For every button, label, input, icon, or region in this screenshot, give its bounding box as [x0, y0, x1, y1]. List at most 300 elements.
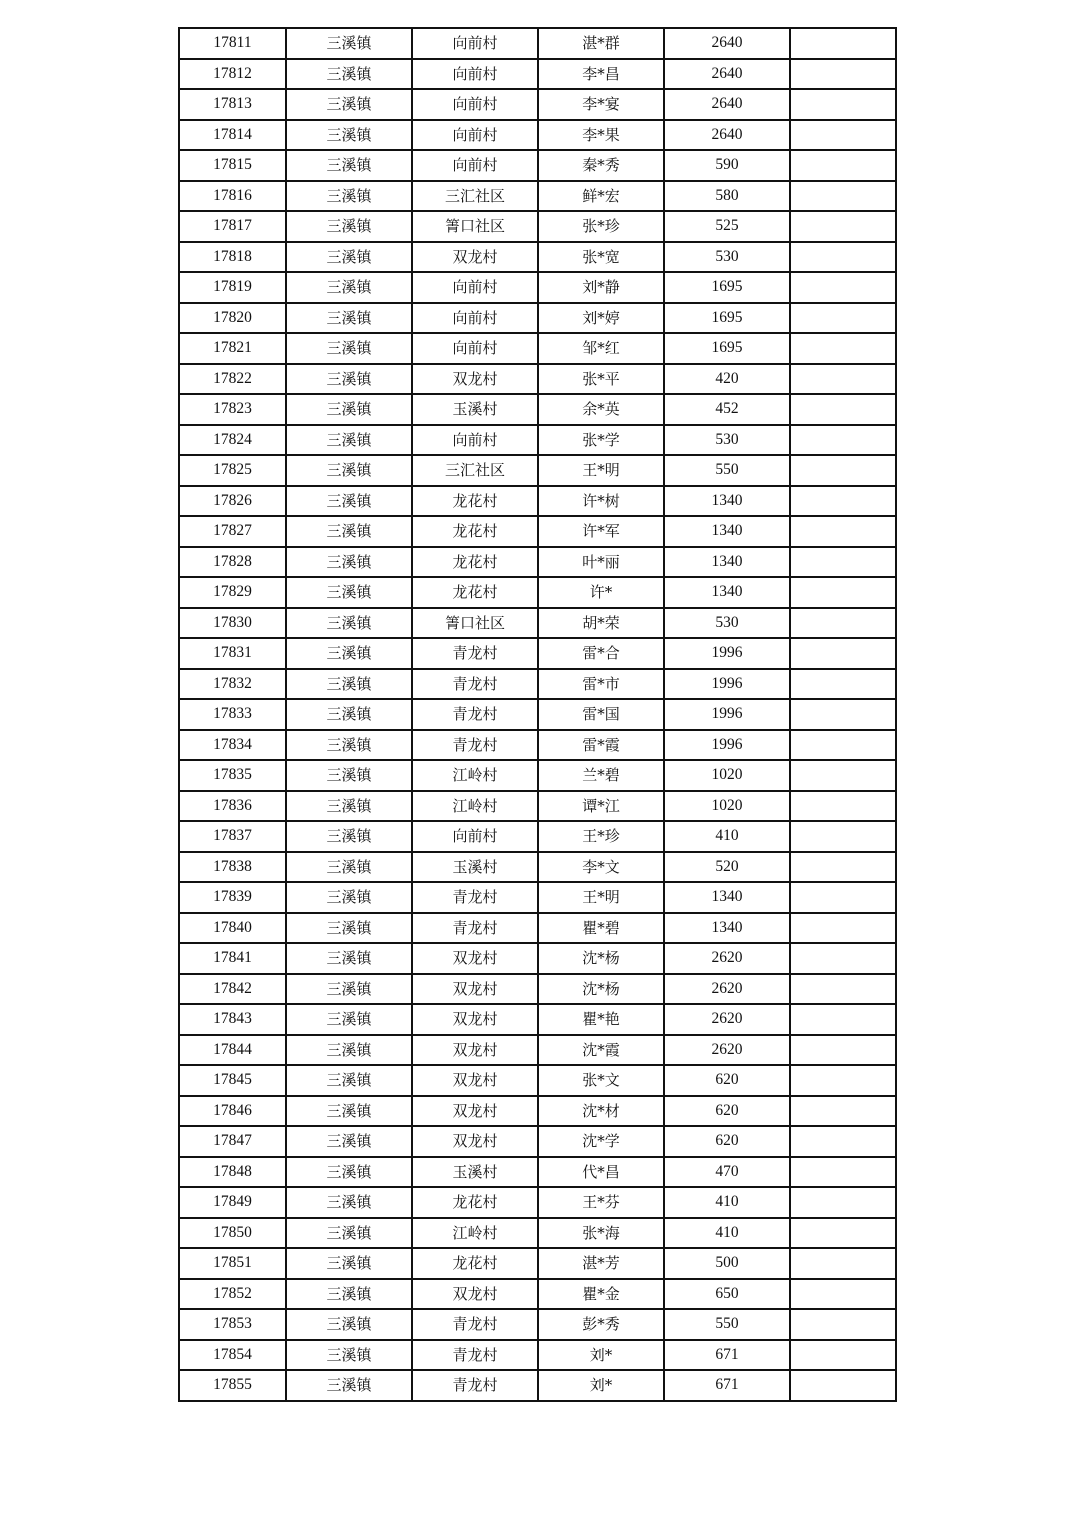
cell-name: 张*学	[538, 425, 664, 456]
cell-village: 双龙村	[412, 1279, 538, 1310]
cell-note	[790, 1248, 896, 1279]
cell-village: 青龙村	[412, 882, 538, 913]
data-table	[178, 27, 897, 1402]
table-row	[179, 486, 896, 517]
cell-note	[790, 608, 896, 639]
cell-note	[790, 699, 896, 730]
cell-id: 17827	[179, 516, 286, 547]
table-row	[179, 699, 896, 730]
cell-town: 三溪镇	[286, 303, 412, 334]
cell-id: 17813	[179, 89, 286, 120]
cell-note	[790, 1279, 896, 1310]
table-row	[179, 577, 896, 608]
cell-village: 双龙村	[412, 1035, 538, 1066]
cell-amount: 470	[664, 1157, 790, 1188]
cell-id: 17817	[179, 211, 286, 242]
table-row	[179, 669, 896, 700]
cell-name: 谭*江	[538, 791, 664, 822]
cell-town: 三溪镇	[286, 791, 412, 822]
cell-id: 17854	[179, 1340, 286, 1371]
cell-amount: 1340	[664, 547, 790, 578]
cell-town: 三溪镇	[286, 28, 412, 59]
table-row	[179, 242, 896, 273]
cell-id: 17839	[179, 882, 286, 913]
cell-village: 向前村	[412, 425, 538, 456]
cell-amount: 2620	[664, 943, 790, 974]
cell-town: 三溪镇	[286, 211, 412, 242]
table-row	[179, 638, 896, 669]
cell-amount: 620	[664, 1065, 790, 1096]
table-row	[179, 1096, 896, 1127]
table-row	[179, 1248, 896, 1279]
cell-amount: 2640	[664, 59, 790, 90]
cell-name: 许*树	[538, 486, 664, 517]
cell-id: 17833	[179, 699, 286, 730]
cell-note	[790, 852, 896, 883]
cell-town: 三溪镇	[286, 1035, 412, 1066]
cell-id: 17835	[179, 760, 286, 791]
cell-id: 17828	[179, 547, 286, 578]
cell-name: 叶*丽	[538, 547, 664, 578]
cell-name: 雷*国	[538, 699, 664, 730]
cell-town: 三溪镇	[286, 333, 412, 364]
table-row	[179, 974, 896, 1005]
cell-name: 兰*碧	[538, 760, 664, 791]
cell-amount: 530	[664, 242, 790, 273]
cell-name: 彭*秀	[538, 1309, 664, 1340]
cell-note	[790, 943, 896, 974]
cell-amount: 410	[664, 821, 790, 852]
cell-name: 秦*秀	[538, 150, 664, 181]
table-row	[179, 364, 896, 395]
cell-id: 17848	[179, 1157, 286, 1188]
cell-village: 双龙村	[412, 242, 538, 273]
cell-name: 雷*合	[538, 638, 664, 669]
cell-amount: 520	[664, 852, 790, 883]
table-row	[179, 516, 896, 547]
cell-amount: 1996	[664, 638, 790, 669]
table-row	[179, 1035, 896, 1066]
cell-note	[790, 1157, 896, 1188]
table-row	[179, 272, 896, 303]
cell-name: 李*果	[538, 120, 664, 151]
cell-id: 17831	[179, 638, 286, 669]
cell-town: 三溪镇	[286, 760, 412, 791]
cell-note	[790, 1065, 896, 1096]
cell-town: 三溪镇	[286, 1004, 412, 1035]
cell-name: 王*明	[538, 455, 664, 486]
cell-note	[790, 638, 896, 669]
cell-note	[790, 730, 896, 761]
cell-id: 17846	[179, 1096, 286, 1127]
table-row	[179, 59, 896, 90]
cell-note	[790, 1187, 896, 1218]
cell-note	[790, 760, 896, 791]
cell-amount: 2640	[664, 89, 790, 120]
cell-name: 刘*婷	[538, 303, 664, 334]
cell-village: 双龙村	[412, 1065, 538, 1096]
cell-id: 17849	[179, 1187, 286, 1218]
cell-name: 沈*学	[538, 1126, 664, 1157]
cell-town: 三溪镇	[286, 425, 412, 456]
cell-amount: 671	[664, 1370, 790, 1401]
cell-amount: 2640	[664, 120, 790, 151]
table-row	[179, 821, 896, 852]
table-body	[179, 28, 896, 1401]
cell-id: 17816	[179, 181, 286, 212]
cell-note	[790, 1004, 896, 1035]
cell-town: 三溪镇	[286, 272, 412, 303]
cell-note	[790, 181, 896, 212]
table-row	[179, 1187, 896, 1218]
cell-town: 三溪镇	[286, 821, 412, 852]
cell-id: 17844	[179, 1035, 286, 1066]
cell-amount: 620	[664, 1096, 790, 1127]
cell-note	[790, 425, 896, 456]
cell-id: 17811	[179, 28, 286, 59]
cell-name: 王*珍	[538, 821, 664, 852]
cell-village: 玉溪村	[412, 394, 538, 425]
cell-id: 17855	[179, 1370, 286, 1401]
cell-village: 双龙村	[412, 943, 538, 974]
cell-id: 17825	[179, 455, 286, 486]
cell-amount: 1996	[664, 730, 790, 761]
cell-town: 三溪镇	[286, 699, 412, 730]
cell-id: 17822	[179, 364, 286, 395]
cell-amount: 530	[664, 425, 790, 456]
cell-town: 三溪镇	[286, 181, 412, 212]
cell-note	[790, 59, 896, 90]
cell-town: 三溪镇	[286, 852, 412, 883]
cell-note	[790, 1370, 896, 1401]
cell-name: 瞿*碧	[538, 913, 664, 944]
cell-name: 沈*霞	[538, 1035, 664, 1066]
cell-id: 17837	[179, 821, 286, 852]
cell-note	[790, 211, 896, 242]
cell-name: 张*珍	[538, 211, 664, 242]
cell-village: 双龙村	[412, 974, 538, 1005]
cell-town: 三溪镇	[286, 1096, 412, 1127]
cell-note	[790, 1126, 896, 1157]
cell-town: 三溪镇	[286, 150, 412, 181]
cell-town: 三溪镇	[286, 1126, 412, 1157]
cell-village: 向前村	[412, 303, 538, 334]
cell-name: 沈*杨	[538, 974, 664, 1005]
cell-town: 三溪镇	[286, 1065, 412, 1096]
cell-village: 龙花村	[412, 1187, 538, 1218]
cell-name: 王*芬	[538, 1187, 664, 1218]
cell-id: 17832	[179, 669, 286, 700]
cell-village: 江岭村	[412, 1218, 538, 1249]
cell-amount: 590	[664, 150, 790, 181]
table-row	[179, 425, 896, 456]
cell-name: 李*宴	[538, 89, 664, 120]
cell-id: 17853	[179, 1309, 286, 1340]
cell-village: 龙花村	[412, 486, 538, 517]
cell-village: 三汇社区	[412, 455, 538, 486]
table-row	[179, 211, 896, 242]
cell-town: 三溪镇	[286, 120, 412, 151]
cell-amount: 410	[664, 1187, 790, 1218]
cell-id: 17850	[179, 1218, 286, 1249]
cell-name: 雷*霞	[538, 730, 664, 761]
cell-note	[790, 1340, 896, 1371]
cell-village: 玉溪村	[412, 852, 538, 883]
cell-village: 双龙村	[412, 1096, 538, 1127]
cell-note	[790, 272, 896, 303]
cell-note	[790, 394, 896, 425]
cell-amount: 1340	[664, 486, 790, 517]
cell-name: 邹*红	[538, 333, 664, 364]
cell-name: 李*文	[538, 852, 664, 883]
cell-name: 湛*群	[538, 28, 664, 59]
table-row	[179, 943, 896, 974]
cell-id: 17823	[179, 394, 286, 425]
cell-amount: 1020	[664, 760, 790, 791]
cell-village: 龙花村	[412, 516, 538, 547]
cell-town: 三溪镇	[286, 89, 412, 120]
cell-note	[790, 89, 896, 120]
cell-amount: 550	[664, 455, 790, 486]
table-row	[179, 1065, 896, 1096]
cell-note	[790, 821, 896, 852]
cell-village: 青龙村	[412, 1370, 538, 1401]
table-row	[179, 303, 896, 334]
cell-id: 17815	[179, 150, 286, 181]
cell-town: 三溪镇	[286, 1187, 412, 1218]
cell-amount: 1340	[664, 913, 790, 944]
cell-town: 三溪镇	[286, 1248, 412, 1279]
table-row	[179, 181, 896, 212]
cell-note	[790, 974, 896, 1005]
cell-town: 三溪镇	[286, 730, 412, 761]
table-row	[179, 455, 896, 486]
cell-name: 沈*材	[538, 1096, 664, 1127]
cell-amount: 1996	[664, 699, 790, 730]
cell-amount: 2620	[664, 1035, 790, 1066]
cell-id: 17819	[179, 272, 286, 303]
cell-id: 17830	[179, 608, 286, 639]
cell-amount: 1996	[664, 669, 790, 700]
cell-id: 17812	[179, 59, 286, 90]
cell-amount: 452	[664, 394, 790, 425]
cell-village: 向前村	[412, 120, 538, 151]
cell-village: 江岭村	[412, 791, 538, 822]
cell-town: 三溪镇	[286, 974, 412, 1005]
table-row	[179, 1370, 896, 1401]
cell-note	[790, 577, 896, 608]
cell-name: 刘*	[538, 1340, 664, 1371]
cell-town: 三溪镇	[286, 455, 412, 486]
cell-village: 向前村	[412, 821, 538, 852]
cell-note	[790, 303, 896, 334]
cell-town: 三溪镇	[286, 943, 412, 974]
cell-id: 17829	[179, 577, 286, 608]
table-row	[179, 852, 896, 883]
cell-amount: 410	[664, 1218, 790, 1249]
cell-name: 许*	[538, 577, 664, 608]
cell-town: 三溪镇	[286, 1370, 412, 1401]
cell-amount: 671	[664, 1340, 790, 1371]
cell-amount: 550	[664, 1309, 790, 1340]
table-row	[179, 1309, 896, 1340]
cell-village: 向前村	[412, 150, 538, 181]
cell-id: 17841	[179, 943, 286, 974]
cell-town: 三溪镇	[286, 547, 412, 578]
table-row	[179, 547, 896, 578]
cell-name: 王*明	[538, 882, 664, 913]
cell-note	[790, 333, 896, 364]
cell-town: 三溪镇	[286, 913, 412, 944]
cell-id: 17820	[179, 303, 286, 334]
cell-amount: 1695	[664, 333, 790, 364]
table-row	[179, 1279, 896, 1310]
cell-id: 17847	[179, 1126, 286, 1157]
cell-note	[790, 455, 896, 486]
cell-village: 箐口社区	[412, 211, 538, 242]
cell-town: 三溪镇	[286, 1157, 412, 1188]
cell-town: 三溪镇	[286, 516, 412, 547]
cell-village: 青龙村	[412, 1340, 538, 1371]
cell-village: 龙花村	[412, 547, 538, 578]
cell-town: 三溪镇	[286, 1218, 412, 1249]
cell-town: 三溪镇	[286, 486, 412, 517]
cell-name: 沈*杨	[538, 943, 664, 974]
cell-town: 三溪镇	[286, 882, 412, 913]
cell-name: 刘*静	[538, 272, 664, 303]
cell-note	[790, 120, 896, 151]
cell-note	[790, 1035, 896, 1066]
cell-village: 三汇社区	[412, 181, 538, 212]
cell-village: 双龙村	[412, 364, 538, 395]
cell-id: 17821	[179, 333, 286, 364]
cell-village: 向前村	[412, 333, 538, 364]
cell-note	[790, 791, 896, 822]
cell-village: 青龙村	[412, 638, 538, 669]
table-row	[179, 394, 896, 425]
table-row	[179, 1004, 896, 1035]
cell-village: 青龙村	[412, 669, 538, 700]
cell-town: 三溪镇	[286, 394, 412, 425]
cell-id: 17814	[179, 120, 286, 151]
cell-town: 三溪镇	[286, 59, 412, 90]
cell-note	[790, 242, 896, 273]
cell-village: 向前村	[412, 89, 538, 120]
cell-name: 许*军	[538, 516, 664, 547]
cell-id: 17842	[179, 974, 286, 1005]
cell-amount: 1340	[664, 882, 790, 913]
table-row	[179, 1218, 896, 1249]
cell-name: 张*文	[538, 1065, 664, 1096]
cell-amount: 2620	[664, 974, 790, 1005]
cell-note	[790, 516, 896, 547]
cell-id: 17838	[179, 852, 286, 883]
table-row	[179, 913, 896, 944]
cell-id: 17836	[179, 791, 286, 822]
table-row	[179, 89, 896, 120]
cell-village: 龙花村	[412, 1248, 538, 1279]
cell-name: 鲜*宏	[538, 181, 664, 212]
cell-town: 三溪镇	[286, 364, 412, 395]
table-row	[179, 730, 896, 761]
cell-village: 向前村	[412, 28, 538, 59]
cell-town: 三溪镇	[286, 242, 412, 273]
cell-note	[790, 1096, 896, 1127]
table-row	[179, 333, 896, 364]
cell-id: 17824	[179, 425, 286, 456]
cell-village: 龙花村	[412, 577, 538, 608]
cell-name: 李*昌	[538, 59, 664, 90]
cell-village: 双龙村	[412, 1004, 538, 1035]
cell-amount: 420	[664, 364, 790, 395]
cell-town: 三溪镇	[286, 638, 412, 669]
cell-name: 瞿*艳	[538, 1004, 664, 1035]
cell-town: 三溪镇	[286, 1309, 412, 1340]
cell-id: 17818	[179, 242, 286, 273]
cell-amount: 620	[664, 1126, 790, 1157]
cell-amount: 525	[664, 211, 790, 242]
cell-name: 张*平	[538, 364, 664, 395]
cell-note	[790, 669, 896, 700]
cell-note	[790, 1218, 896, 1249]
cell-name: 张*宽	[538, 242, 664, 273]
table-row	[179, 1157, 896, 1188]
cell-name: 张*海	[538, 1218, 664, 1249]
table-row	[179, 760, 896, 791]
table-row	[179, 1126, 896, 1157]
cell-village: 向前村	[412, 272, 538, 303]
cell-id: 17834	[179, 730, 286, 761]
cell-note	[790, 150, 896, 181]
cell-town: 三溪镇	[286, 577, 412, 608]
cell-amount: 580	[664, 181, 790, 212]
cell-note	[790, 1309, 896, 1340]
cell-id: 17852	[179, 1279, 286, 1310]
cell-town: 三溪镇	[286, 1340, 412, 1371]
cell-village: 青龙村	[412, 699, 538, 730]
cell-id: 17851	[179, 1248, 286, 1279]
cell-amount: 1695	[664, 303, 790, 334]
table-row	[179, 120, 896, 151]
cell-note	[790, 28, 896, 59]
cell-note	[790, 364, 896, 395]
cell-amount: 1695	[664, 272, 790, 303]
cell-amount: 1340	[664, 577, 790, 608]
cell-amount: 500	[664, 1248, 790, 1279]
cell-id: 17845	[179, 1065, 286, 1096]
cell-id: 17826	[179, 486, 286, 517]
cell-amount: 650	[664, 1279, 790, 1310]
cell-amount: 2620	[664, 1004, 790, 1035]
cell-note	[790, 913, 896, 944]
table-row	[179, 150, 896, 181]
cell-village: 青龙村	[412, 730, 538, 761]
cell-name: 瞿*金	[538, 1279, 664, 1310]
cell-note	[790, 882, 896, 913]
cell-name: 胡*荣	[538, 608, 664, 639]
cell-village: 双龙村	[412, 1126, 538, 1157]
table-row	[179, 791, 896, 822]
cell-note	[790, 486, 896, 517]
cell-town: 三溪镇	[286, 608, 412, 639]
cell-village: 青龙村	[412, 913, 538, 944]
cell-amount: 530	[664, 608, 790, 639]
table-row	[179, 882, 896, 913]
cell-village: 青龙村	[412, 1309, 538, 1340]
cell-note	[790, 547, 896, 578]
cell-id: 17840	[179, 913, 286, 944]
cell-town: 三溪镇	[286, 1279, 412, 1310]
